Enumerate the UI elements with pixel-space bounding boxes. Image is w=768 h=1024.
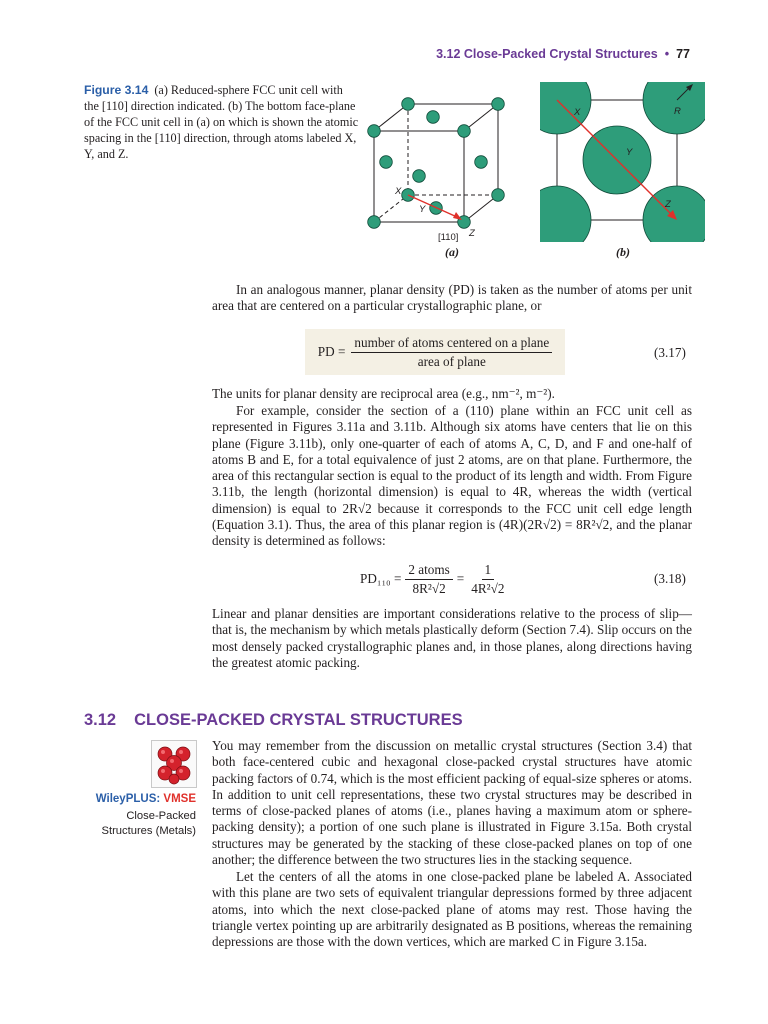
section-title: CLOSE-PACKED CRYSTAL STRUCTURES: [134, 711, 463, 729]
wileyplus-vmse-link[interactable]: [80, 793, 196, 805]
eq318-fraction-1: [405, 562, 452, 597]
label-z: Z: [469, 228, 475, 239]
paragraph-units: The units for planar density are reciprocal area (e.g., nm⁻², m⁻²).: [212, 386, 555, 401]
vmse-topic-line1: Close-Packed: [126, 810, 196, 822]
page-number: 77: [676, 47, 690, 61]
figure-caption: [84, 82, 359, 162]
eq318-denominator-2: 4R²√2: [471, 580, 505, 596]
running-header: [436, 47, 690, 61]
panel-b-label: (b): [616, 245, 630, 259]
fcc-unit-cell-diagram: [358, 86, 508, 262]
eq317-denominator: area of plane: [417, 353, 486, 369]
atom: [402, 98, 415, 111]
header-section-title: 3.12 Close-Packed Crystal Structures: [436, 47, 658, 61]
label-y: Y: [419, 204, 426, 215]
label-y: Y: [626, 147, 633, 158]
atom: [368, 125, 381, 138]
atom: [540, 186, 591, 242]
eq318-lhs: PD₁₁₀ =: [360, 571, 402, 586]
atom: [380, 156, 393, 169]
header-separator: •: [664, 47, 670, 61]
section-number: 3.12: [84, 711, 117, 729]
paragraph-example: For example, consider the section of a (110) plane within an FCC unit cell as represented in Figures 3.11a and 3.11b. Although six atoms have centers that lie on this plane (Figure 3.11b), only one-quarter of each of atoms A, C, D, and F and one-half of atoms B and E, for a total equivalence of just 2 atoms, are on that plane. Furthermore, the area of this rectangular section is equal to the product of its length and width. From Figure 3.11b, the length (horizontal dimension) is equal to 4R, whereas the width (vertical dimension) is equal to 2R√2 because it corresponds to the FCC unit cell edge length (Equation 3.1). Thus, the area of this planar region is (4R)(2R√2) = 8R²√2, and the planar density is determined as follows:: [212, 403, 692, 549]
eq318-numerator-1: 2 atoms: [405, 562, 452, 580]
direction-arrowhead: [453, 212, 462, 220]
direction-label-110: [110]: [438, 232, 459, 243]
atom: [492, 98, 505, 111]
vmse-molecule-icon: [152, 741, 196, 787]
equation-3-17: [305, 329, 565, 375]
figure-caption-text: (a) Reduced-sphere FCC unit cell with the [110] direction indicated. (b) The bottom face-plane of the FCC unit cell in (a) on which is shown the atomic spacing in the [110] direction, through atoms labeled X, Y, and Z.: [84, 83, 359, 161]
paragraph-slip: Linear and planar densities are important considerations relative to the process of slip—that is, the mechanism by which metals plastically deform (Section 7.4). Slip occurs on the most densely packed crystallographic planes and, in those planes, along directions having the greatest atomic packing.: [212, 606, 692, 670]
atom: [368, 216, 381, 229]
panel-a-label: (a): [445, 245, 459, 259]
label-z: Z: [665, 199, 671, 210]
wileyplus-brand: WileyPLUS:: [95, 793, 161, 805]
section-heading: [84, 711, 463, 730]
label-x: X: [574, 107, 581, 118]
label-x: X: [395, 186, 402, 197]
paragraph-planar-density-definition: In an analogous manner, planar density (PD) is taken as the number of atoms per unit area that are centered on a particular crystallographic plane, or: [212, 282, 692, 314]
eq318-fraction-2: [468, 562, 507, 597]
atom: [427, 111, 440, 124]
vmse-topic-line2: Structures (Metals): [101, 825, 196, 837]
eq318-equals: =: [456, 571, 465, 586]
fcc-face-plane-diagram: [540, 82, 705, 242]
atom: [475, 156, 488, 169]
equation-number-3-18: (3.18): [654, 571, 686, 586]
eq318-denominator-1: 8R²√2: [412, 580, 446, 596]
fcc-atoms: [368, 98, 505, 229]
eq317-lhs: PD =: [317, 344, 346, 359]
figure-label: Figure 3.14: [84, 83, 149, 97]
atom: [413, 170, 426, 183]
eq317-numerator: number of atoms centered on a plane: [351, 335, 552, 353]
atom: [492, 189, 505, 202]
eq317-fraction: [351, 335, 552, 370]
eq318-numerator-2: 1: [482, 562, 495, 580]
atom: [458, 125, 471, 138]
equation-number-3-17: (3.17): [654, 345, 686, 360]
paragraph-close-packed-intro: You may remember from the discussion on metallic crystal structures (Section 3.4) that both face-centered cubic and hexagonal close-packed crystal structures have atomic packing factors of 0.74, which is the most efficient packing of equal-size spheres or atoms. In addition to unit cell representations, these two crystal structures may be described in terms of close-packed planes of atoms (i.e., planes having a maximum atom or sphere-packing density); a portion of one such plane is illustrated in Figure 3.15a. Both crystal structures may be generated by the stacking of these close-packed planes on top of one another; the difference between the two structures lies in the stacking sequence.: [212, 738, 692, 868]
vmse-topic: [90, 809, 196, 839]
label-r: R: [674, 106, 681, 117]
equation-3-18: [360, 561, 507, 597]
vmse-module: VMSE: [163, 793, 196, 805]
paragraph-stacking-positions: Let the centers of all the atoms in one close-packed plane be labeled A. Associated with this plane are two sets of equivalent triangular depressions formed by three adjacent atoms, into which the next close-packed plane of atoms may rest. Those having the triangle vertex pointing up are arbitrarily designated as B positions, whereas the remaining depressions are those with the down vertices, which are marked C in Figure 3.15a.: [212, 869, 692, 950]
vmse-logo[interactable]: [151, 740, 197, 788]
